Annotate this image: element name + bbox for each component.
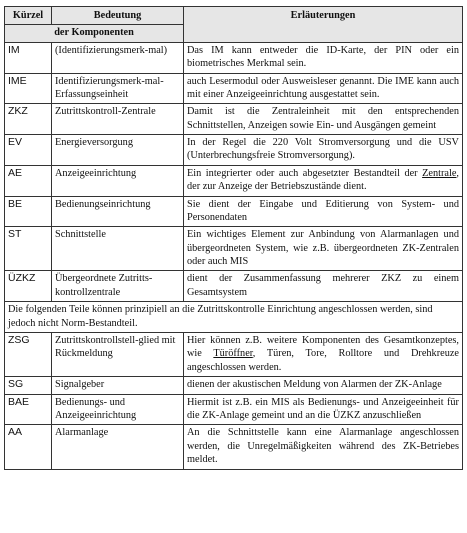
row-abbr: IME (5, 73, 52, 104)
row-explanation: dienen der akustischen Meldung von Alarmen der ZK-Anlage (184, 377, 463, 395)
explanation-text: Hier können z.B. weitere Komponenten des Gesamtkonzeptes, wie (187, 334, 459, 360)
row-explanation: Damit ist die Zentraleinheit mit den entsprechenden Schnittstellen, Anzeigen sowie Ein- und Ausgängen gemeint (184, 104, 463, 135)
header-row (5, 7, 463, 25)
row-meaning: Identifizierungsmerk-mal-Erfassungseinheit (52, 73, 184, 104)
row-meaning: Signalgeber (52, 377, 184, 395)
row-explanation: Hiermit ist z.B. ein MIS als Bedienungs- und Anzeigeeinheit für die ZK-Anlage gemeint und an die ÜZKZ anzuschließen (184, 394, 463, 425)
table-row (5, 165, 463, 196)
row-meaning: Bedienungseinrichtung (52, 196, 184, 227)
row-abbr: ZKZ (5, 104, 52, 135)
row-explanation: Sie dient der Eingabe und Editierung von System- und Personendaten (184, 196, 463, 227)
row-explanation: An die Schnittstelle kann eine Alarmanlage angeschlossen werden, die Unregelmäßigkeiten während des ZK-Betriebes meldet. (184, 425, 463, 469)
row-meaning: Zutrittskontrollstell-glied mit Rückmeldung (52, 332, 184, 376)
row-abbr: SG (5, 377, 52, 395)
row-meaning: Bedienungs- und Anzeigeeinrichtung (52, 394, 184, 425)
table-row (5, 196, 463, 227)
sub-header: der Komponenten (5, 25, 184, 42)
row-explanation: auch Lesermodul oder Ausweisleser genannt. Die IME kann auch mit einer Anzeigeeinrichtung ausgestattet sein. (184, 73, 463, 104)
explanation-text: , Türen, Tore, Rolltore und Drehkreuze angeschlossen werden. (187, 348, 459, 373)
note-text: Die folgenden Teile können prinzipiell an die Zutrittskontrolle Einrichtung angeschlossen werden, sind jedoch nicht Norm-Bestandteil. (5, 302, 463, 333)
row-meaning: Anzeigeeinrichtung (52, 165, 184, 196)
row-meaning: (Identifizierungsmerk-mal) (52, 42, 184, 73)
row-abbr: EV (5, 135, 52, 166)
components-table (4, 6, 463, 470)
table-row (5, 42, 463, 73)
header-abbr: Kürzel (5, 7, 52, 25)
row-abbr: AA (5, 425, 52, 469)
explanation-text: Ein integrierter oder auch abgesetzter Bestandteil der (187, 167, 423, 179)
underlined-term: Zentrale (422, 167, 457, 179)
row-explanation: In der Regel die 220 Volt Stromversorgung und die USV (Unterbrechungsfreie Stromversorgung). (184, 135, 463, 166)
note-row (5, 302, 463, 333)
row-abbr: IM (5, 42, 52, 73)
row-meaning: Alarmanlage (52, 425, 184, 469)
table-row (5, 425, 463, 469)
row-abbr: BE (5, 196, 52, 227)
row-meaning: Schnittstelle (52, 227, 184, 271)
tueroeffner-link[interactable]: Türöffner (213, 348, 253, 360)
row-meaning: Energieversorgung (52, 135, 184, 166)
row-explanation: Ein wichtiges Element zur Anbindung von Alarmanlagen und übergeordneten System, wie z.B. übergeordneten ZK-Zentralen oder auch MIS (184, 227, 463, 271)
row-abbr: BAE (5, 394, 52, 425)
row-abbr: AE (5, 165, 52, 196)
table-row (5, 394, 463, 425)
row-abbr: ZSG (5, 332, 52, 376)
explanation-text: , der zur Anzeige der Betriebszustände dient. (187, 167, 459, 193)
table-row (5, 227, 463, 271)
row-meaning: Übergeordnete Zutritts-kontrollzentrale (52, 271, 184, 302)
row-abbr: ÜZKZ (5, 271, 52, 302)
table-row (5, 104, 463, 135)
table-row (5, 135, 463, 166)
row-abbr: ST (5, 227, 52, 271)
row-explanation: Das IM kann entweder die ID-Karte, der PIN oder ein biometrisches Merkmal sein. (184, 42, 463, 73)
row-meaning: Zutrittskontroll-Zentrale (52, 104, 184, 135)
table-row (5, 377, 463, 395)
table-row (5, 73, 463, 104)
table-row (5, 332, 463, 376)
row-explanation (184, 165, 463, 196)
table-row (5, 271, 463, 302)
header-explanation: Erläuterungen (184, 7, 463, 43)
row-explanation (184, 332, 463, 376)
row-explanation: dient der Zusammenfassung mehrerer ZKZ zu einem Gesamtsystem (184, 271, 463, 302)
header-meaning: Bedeutung (52, 7, 184, 25)
